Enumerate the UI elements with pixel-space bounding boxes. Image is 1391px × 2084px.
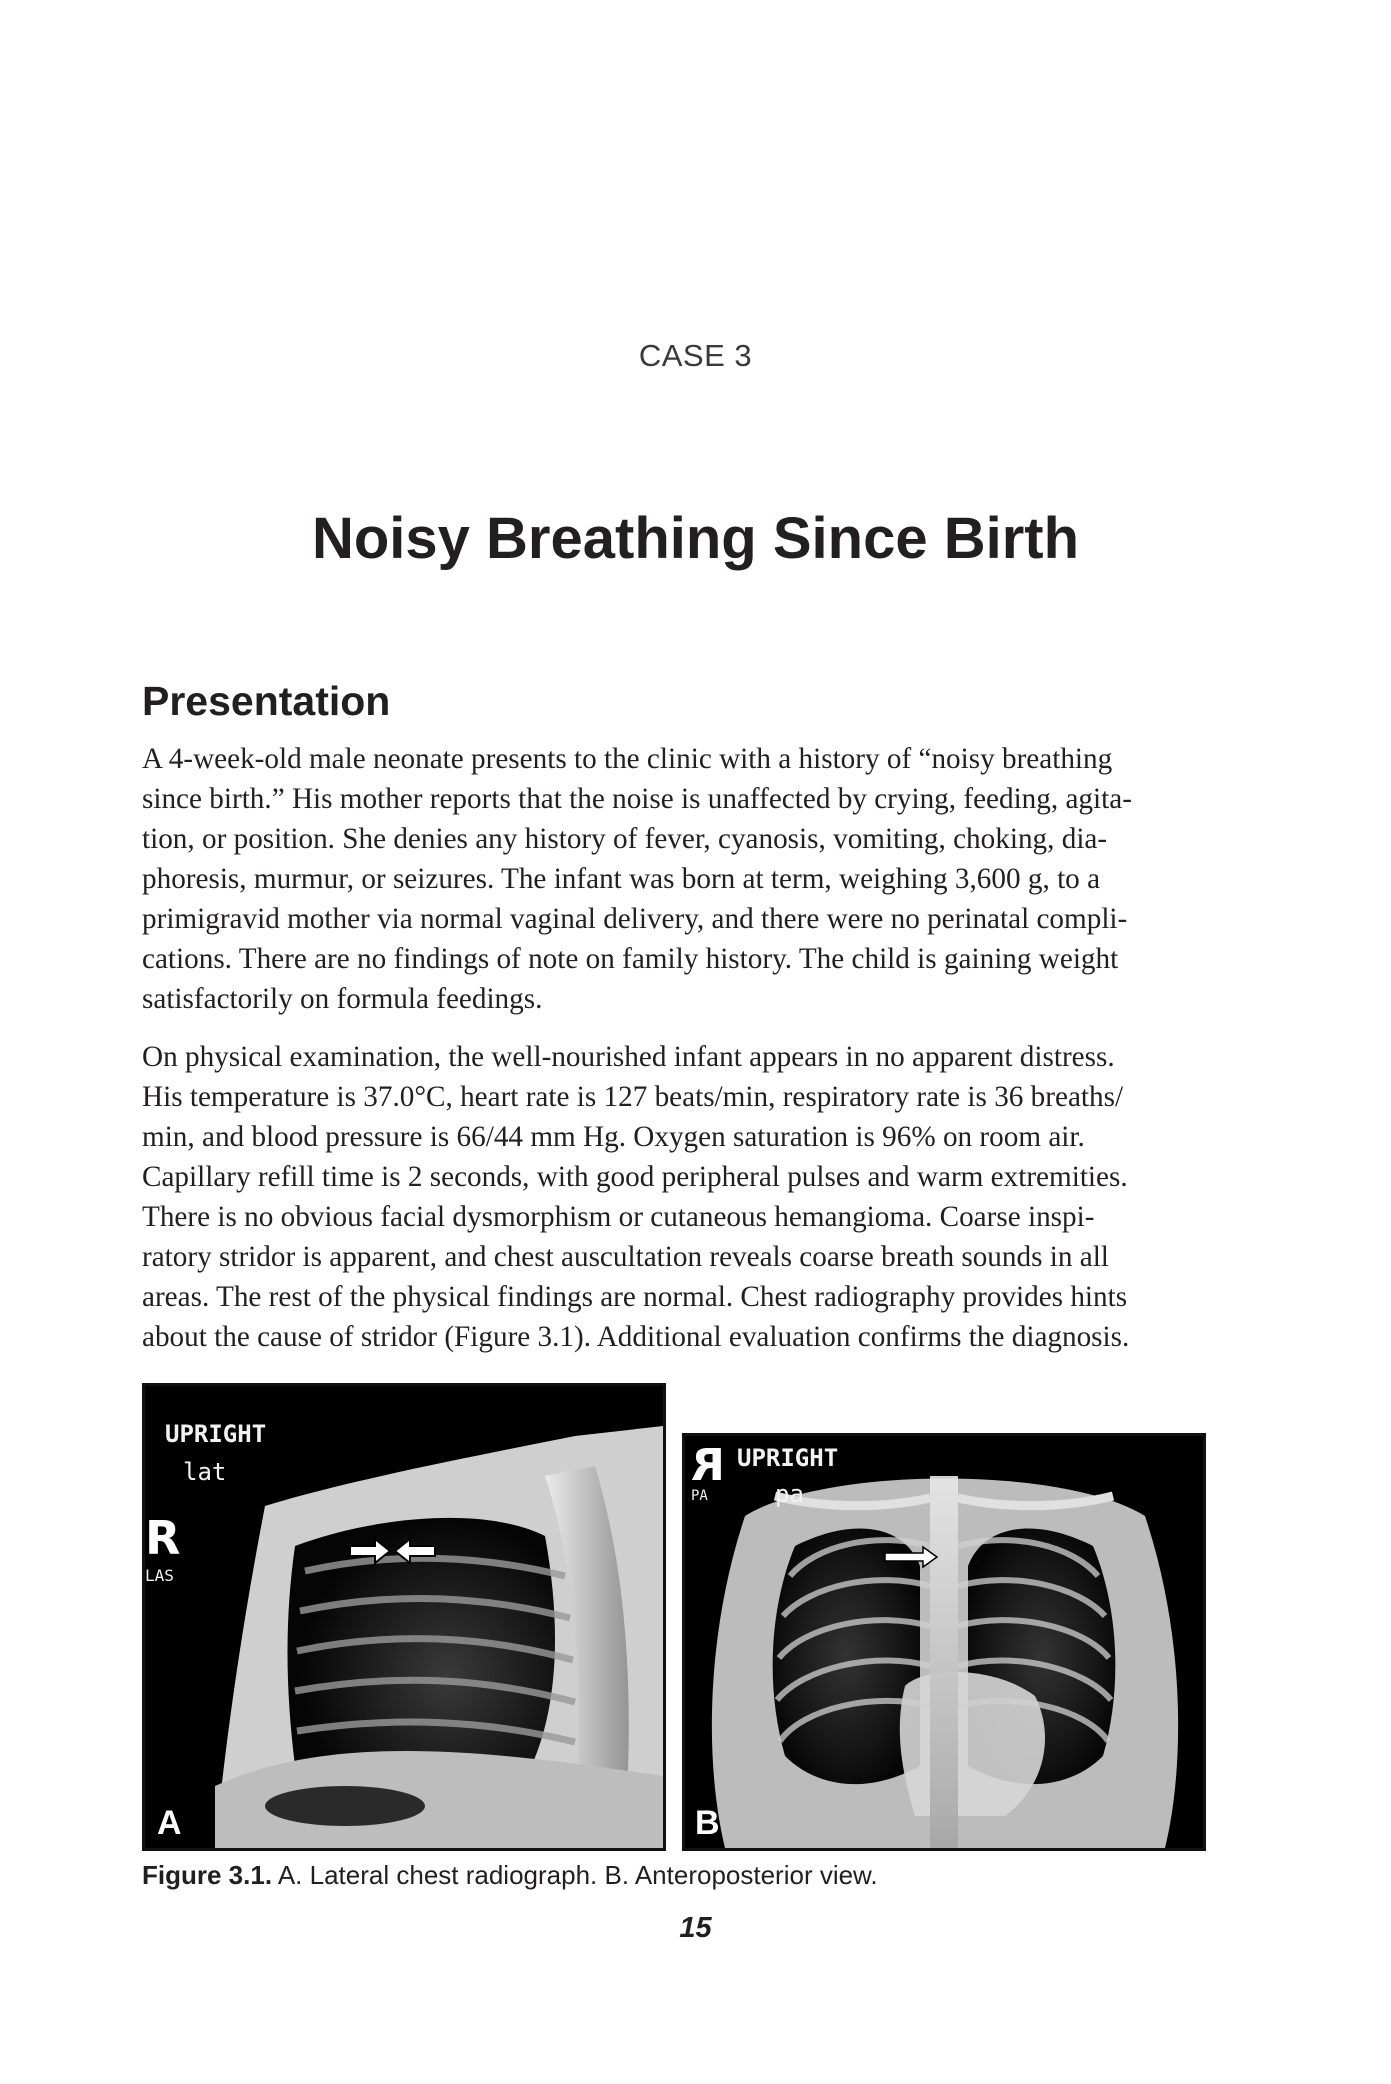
text-line: On physical examination, the well-nourished infant appears in no apparent distress. bbox=[142, 1041, 1115, 1073]
text-line: about the cause of stridor (Figure 3.1). Additional evaluation confirms the diagnosis. bbox=[142, 1321, 1130, 1353]
text-line: since birth.” His mother reports that the noise is unaffected by crying, feeding, agita- bbox=[142, 783, 1132, 815]
text-line: cations. There are no findings of note on family history. The child is gaining weight bbox=[142, 943, 1119, 975]
paragraph-presentation bbox=[142, 739, 1258, 1019]
figure-caption-text: A. Lateral chest radiograph. B. Anteroposterior view. bbox=[277, 1860, 878, 1890]
text-line: min, and blood pressure is 66/44 mm Hg. Oxygen saturation is 96% on room air. bbox=[142, 1121, 1085, 1153]
text-line: phoresis, murmur, or seizures. The infant was born at term, weighing 3,600 g, to a bbox=[142, 863, 1101, 895]
text-line: satisfactorily on formula feedings. bbox=[142, 983, 543, 1015]
panel-letter-b: B bbox=[695, 1804, 720, 1842]
text-line: areas. The rest of the physical findings are normal. Chest radiography provides hints bbox=[142, 1281, 1128, 1313]
side-marker: R bbox=[145, 1511, 181, 1565]
panel-letter-a: A bbox=[157, 1804, 182, 1842]
text-line: tion, or position. She denies any history of fever, cyanosis, vomiting, choking, dia- bbox=[142, 823, 1108, 855]
figure-caption bbox=[142, 1860, 878, 1891]
text-line: There is no obvious facial dysmorphism or cutaneous hemangioma. Coarse inspi- bbox=[142, 1201, 1095, 1233]
xray-label-view: lat bbox=[183, 1458, 227, 1486]
page-number: 15 bbox=[679, 1912, 712, 1944]
xray-lateral-drawing bbox=[145, 1386, 663, 1848]
xray-lateral-image bbox=[142, 1383, 666, 1851]
xray-label-orientation: UPRIGHT bbox=[737, 1444, 839, 1472]
side-marker-sub: LAS bbox=[145, 1566, 174, 1585]
text-line: A 4-week-old male neonate presents to the clinic with a history of “noisy breathing bbox=[142, 743, 1113, 775]
text-line: ratory stridor is apparent, and chest auscultation reveals coarse breath sounds in all bbox=[142, 1241, 1109, 1273]
text-line: Capillary refill time is 2 seconds, with good peripheral pulses and warm extremities. bbox=[142, 1161, 1128, 1193]
xray-label-view: pa bbox=[775, 1480, 804, 1508]
text-line: His temperature is 37.0°C, heart rate is 127 beats/min, respiratory rate is 36 breaths/ bbox=[142, 1081, 1124, 1113]
text-line: primigravid mother via normal vaginal delivery, and there were no perinatal compli- bbox=[142, 903, 1128, 935]
case-label: CASE 3 bbox=[638, 338, 753, 373]
figure-caption-label: Figure 3.1. bbox=[142, 1860, 273, 1890]
paragraph-examination bbox=[142, 1037, 1258, 1357]
page-title: Noisy Breathing Since Birth bbox=[311, 506, 1080, 571]
side-marker: R bbox=[691, 1440, 725, 1491]
section-heading: Presentation bbox=[142, 678, 391, 724]
xray-ap-image bbox=[682, 1433, 1206, 1851]
xray-ap-drawing bbox=[685, 1436, 1203, 1848]
xray-label-orientation: UPRIGHT bbox=[165, 1420, 267, 1448]
side-marker-sub: PA bbox=[691, 1488, 708, 1504]
